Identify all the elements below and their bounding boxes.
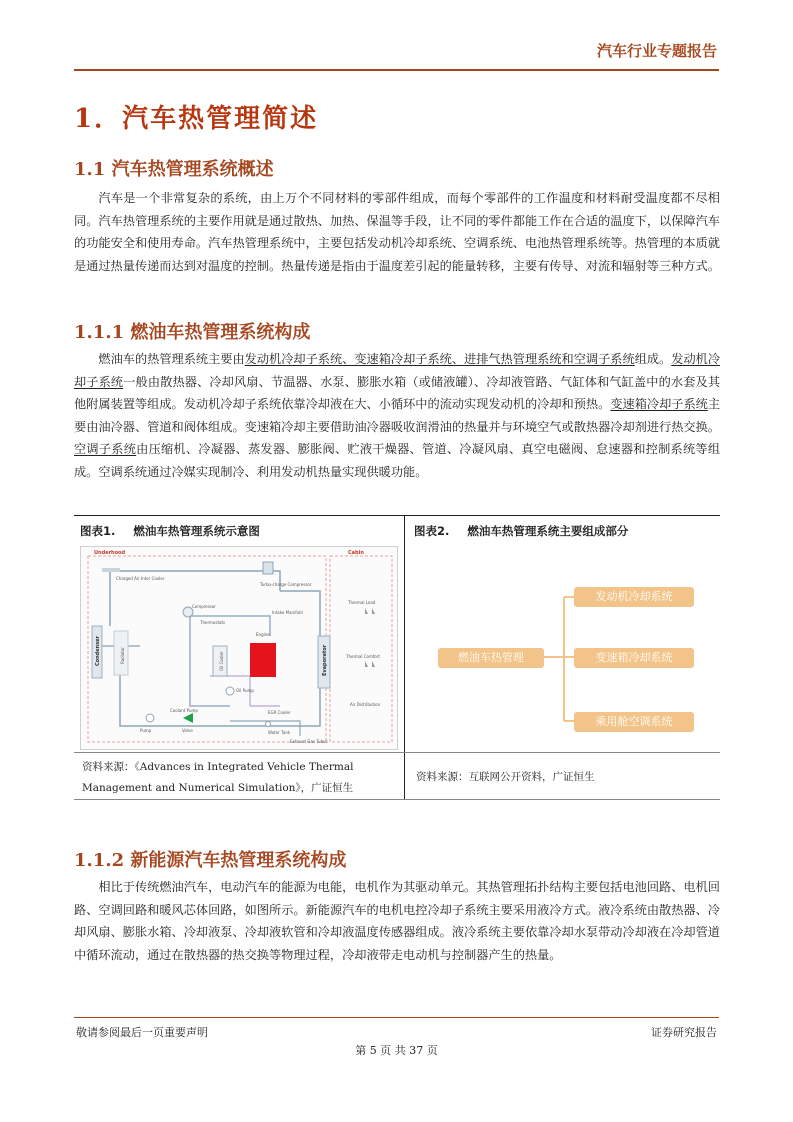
intake-label: Intake Manifold [272, 610, 303, 615]
egr-label: EGR Cooler [268, 710, 291, 715]
oil-pump-label: Oil Pump [236, 688, 254, 693]
cabin-label: Cabin [348, 550, 364, 556]
valve-label: Valve [182, 728, 193, 733]
figure-2-source: 资料来源：互联网公开资料，广证恒生 [416, 771, 595, 783]
section-1-1-heading: 1.1 汽车热管理系统概述 [74, 159, 274, 180]
footer-divider [74, 1017, 719, 1018]
evaporator-label: Evaporator [322, 644, 328, 676]
figure-table-bottom-rule [74, 799, 720, 800]
figure-1-caption: 图表1. 燃油车热管理系统示意图 [80, 524, 260, 538]
section-1-1-1-paragraph: 燃油车的热管理系统主要由发动机冷却子系统、变速箱冷却子系统、进排气热管理系统和空调子系统组成。发动机冷却子系统一般由散热器、冷却风扇、节温器、水泵、膨胀水箱（或储液罐）、冷却液管路、气缸体和气缸盖中的水套及其他附属装置等组成。发动机冷却子系统依靠冷却液在大、小循环中的流动实现发动机的冷却和预热。变速箱冷却子系统主要由油冷器、管道和阀体组成。变速箱冷却主要借助油冷器吸收润滑油的热量并与环境空气或散热器冷却剂进行热交换。空调子系统由压缩机、冷凝器、蒸发器、膨胀阀、贮液干燥器、管道、冷凝风扇、真空电磁阀、怠速器和控制系统等组成。空调系统通过冷媒实现制冷、利用发动机热量实现供暖功能。 [74, 352, 721, 479]
exhaust-label: Exhaust Gas Tubus [290, 739, 328, 744]
underhood-label: Underhood [94, 550, 126, 556]
pump-label: Pump [140, 728, 152, 733]
section-1-1-2-heading: 1.1.2 新能源汽车热管理系统构成 [74, 850, 347, 871]
mindmap-branch-gearbox-cooling: 变速箱冷却系统 [574, 648, 694, 668]
engine-label: Engine [256, 632, 270, 637]
fuel-vehicle-thermal-schematic [80, 546, 398, 750]
air-distribution-label: Air Distribution [350, 702, 381, 707]
coolant-pump-label: Coolant Pump [170, 708, 198, 713]
thermal-comfort-label: Thermal Comfort [346, 654, 380, 659]
figure-1-source: 资料来源：《Advances in Integrated Vehicle Thermal Management and Numerical Simulation》，广证恒生 [82, 761, 354, 794]
figure-table-separator [404, 515, 405, 799]
page-number: 第 5 页 共 37 页 [355, 1044, 438, 1057]
header-divider [74, 69, 719, 71]
oil-cooler-label: Oil Cooler [219, 651, 224, 671]
compressor-label: Compressor [192, 604, 216, 609]
section-1-heading: 1．汽车热管理简述 [74, 104, 319, 134]
figure-table-mid-rule [74, 752, 720, 753]
footer-disclaimer: 敬请参阅最后一页重要声明 [76, 1026, 208, 1039]
mindmap-branch-cabin-ac: 乘用舱空调系统 [574, 712, 694, 732]
mindmap-root: 燃油车热管理 [438, 648, 544, 668]
charged-air-cooler-label: Charged Air Inter Cooler [116, 576, 165, 581]
thermal-load-label: Thermal Load [348, 600, 376, 605]
figure-table-top-rule [74, 515, 720, 516]
section-1-1-1-heading: 1.1.1 燃油车热管理系统构成 [74, 322, 311, 343]
turbo-label: Turbo-charge Compressor [260, 582, 312, 587]
section-1-1-paragraph: 汽车是一个非常复杂的系统，由上万个不同材料的零部件组成，而每个零部件的工作温度和材料耐受温度都不尽相同。汽车热管理系统的主要作用就是通过散热、加热、保温等手段，让不同的零件都能工作在合适的温度下，以保障汽车的功能安全和使用寿命。汽车热管理系统中，主要包括发动机冷却系统、空调系统、电池热管理系统等。热管理的本质就是通过热量传递而达到对温度的控制。热量传递是指由于温度差引起的能量转移，主要有传导、对流和辐射等三种方式。 [74, 191, 720, 273]
report-type-title: 汽车行业专题报告 [596, 42, 717, 60]
footer-report-type: 证券研究报告 [651, 1026, 717, 1039]
radiator-label: Radiator [120, 647, 125, 664]
section-1-1-2-paragraph: 相比于传统燃油汽车，电动汽车的能源为电能，电机作为其驱动单元。其热管理拓扑结构主要包括电池回路、电机回路、空调回路和暖风芯体回路，如图所示。新能源汽车的电机电控冷却子系统主要采用液冷方式。液冷系统由散热器、冷却风扇、膨胀水箱、冷却液泵、冷却液软管和冷却液温度传感器组成。液冷系统主要依靠冷却水泵带动冷却液在冷却管道中循环流动，通过在散热器的热交换等物理过程，冷却液带走电动机与控制器产生的热量。 [74, 880, 720, 962]
mindmap-branch-engine-cooling: 发动机冷却系统 [574, 587, 694, 607]
figure-2-caption: 图表2. 燃油车热管理系统主要组成部分 [414, 524, 629, 538]
water-tank-label: Water Tank [268, 730, 291, 735]
thermostats-label: Thermostats [200, 620, 226, 625]
condenser-label: Condenser [95, 635, 101, 666]
